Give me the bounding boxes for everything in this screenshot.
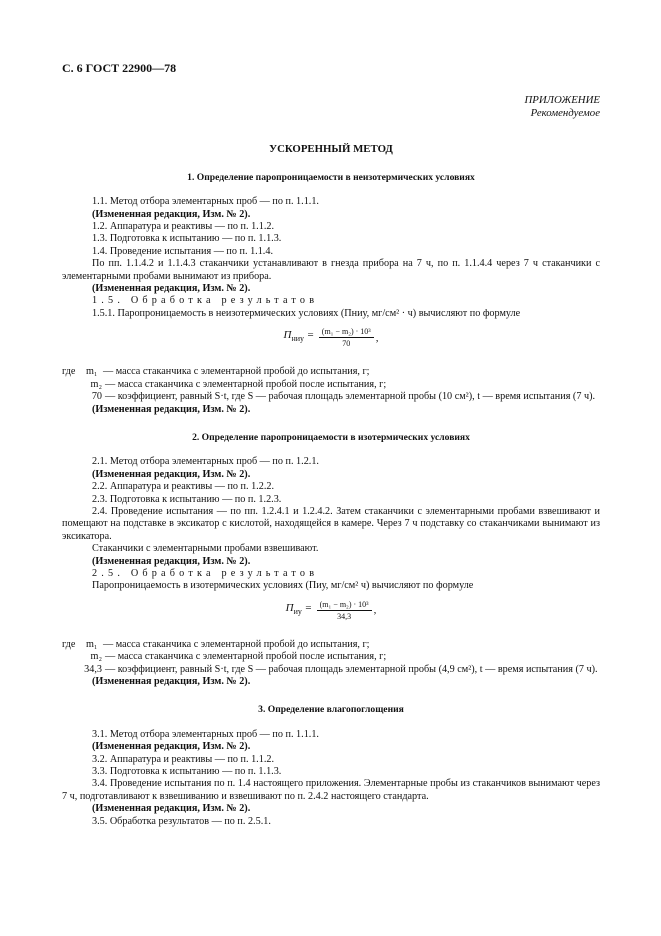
para-1-5-1: 1.5.1. Паропроницаемость в неизотермических условиях (Пниу, мг/см² · ч) вычисляют по формуле — [92, 307, 521, 319]
definitions-1 — [62, 366, 600, 403]
para-2-5-formula-intro: Паропроницаемость в изотермических условиях (Пиу, мг/см² ч) вычисляют по формуле — [92, 580, 474, 592]
formula-lhs: $П_{иу}$ = — [285, 601, 313, 617]
change-note: (Измененная редакция, Изм. № 2). — [92, 283, 251, 295]
main-title: УСКОРЕННЫЙ МЕТОД — [269, 143, 393, 156]
section-3-title: 3. Определение влагопоглощения — [258, 704, 404, 716]
para-3-1: 3.1. Метод отбора элементарных проб — по п. 1.1.1. — [92, 728, 319, 740]
def-symbol: 70 — [91, 391, 102, 403]
formula-fraction — [319, 326, 374, 349]
def-text: — масса стаканчика с элементарной пробой до испытания, г; — [103, 366, 370, 378]
page-header: С. 6 ГОСТ 22900—78 — [62, 61, 177, 75]
para-2-1: 2.1. Метод отбора элементарных проб — по п. 1.2.1. — [92, 456, 319, 468]
where-label: где — [62, 638, 76, 650]
para-2-3: 2.3. Подготовка к испытанию — по п. 1.2.3. — [92, 493, 282, 505]
change-note: (Измененная редакция, Изм. № 2). — [92, 468, 251, 480]
def-symbol: m₂ — [90, 651, 102, 663]
para-1-2: 1.2. Аппаратура и реактивы — по п. 1.1.2. — [92, 221, 275, 233]
para-1-3: 1.3. Подготовка к испытанию — по п. 1.1.3. — [92, 233, 282, 245]
def-text: — коэффициент, равный S·t, где S — рабочая площадь элементарной пробы (4,9 см²), t — время испытания (7 ч). — [105, 663, 598, 675]
formula-numerator: (m₁ − m₂) · 10³ — [317, 599, 372, 611]
def-symbol: 34,3 — [84, 663, 102, 675]
para-1-5: 1.5. Обработка результатов — [92, 295, 319, 307]
def-text: — масса стаканчика с элементарной пробой после испытания, г; — [105, 378, 387, 390]
formula-denominator: 70 — [342, 339, 351, 349]
where-label: где — [62, 366, 76, 378]
para-1-1: 1.1. Метод отбора элементарных проб — по п. 1.1.1. — [92, 196, 319, 208]
para-1-4: 1.4. Проведение испытания — по п. 1.1.4. — [92, 245, 273, 257]
para-3-4: 3.4. Проведение испытания по п. 1.4 настоящего приложения. Элементарные пробы из стаканчиков вынимают через 7 ч, подготавливают к взвешиванию и взвешивают по п. 2.4.2 настоящего стандарта. — [62, 778, 600, 802]
section-2-title: 2. Определение паропроницаемости в изотермических условиях — [192, 431, 470, 443]
appendix-subtitle: Рекомендуемое — [530, 106, 600, 119]
para-2-5: 2.5. Обработка результатов — [92, 567, 319, 579]
definitions-2 — [62, 639, 600, 676]
def-text: — масса стаканчика с элементарной пробой до испытания, г; — [103, 638, 370, 650]
def-symbol: m₁ — [86, 638, 98, 650]
def-symbol: m₁ — [86, 366, 98, 378]
para-3-2: 3.2. Аппаратура и реактивы — по п. 1.1.2. — [92, 753, 275, 765]
change-note: (Измененная редакция, Изм. № 2). — [92, 555, 251, 567]
def-text: — масса стаканчика с элементарной пробой после испытания, г; — [105, 651, 387, 663]
change-note: (Измененная редакция, Изм. № 2). — [92, 676, 251, 687]
formula-niu: $П_{ниу}$ = $\frac{\text{(m₁ − m₂) · 10³}}{70}$ , — [283, 327, 379, 349]
para-2-4: 2.4. Проведение испытания — по пп. 1.2.4.1 и 1.2.4.2. Затем стаканчики с элементарными пробами взвешивают и помещают на подставке в эксикатор с кислотой, находящейся в камере. Через 7 ч подставку со стаканчиками вынимают из эксикатора. — [62, 505, 600, 542]
formula-numerator: (m₁ − m₂) · 10³ — [319, 326, 374, 338]
formula-lhs: $П_{ниу}$ = — [283, 329, 315, 344]
def-text: — коэффициент, равный S·t, где S — рабочая площадь элементарной пробы (10 см²), t — время испытания (7 ч). — [105, 391, 596, 403]
formula-fraction — [317, 599, 372, 622]
def-symbol: m₂ — [90, 378, 102, 390]
change-note: (Измененная редакция, Изм. № 2). — [92, 803, 251, 815]
change-note: (Измененная редакция, Изм. № 2). — [92, 403, 251, 415]
para-1-4-detail: По пп. 1.1.4.2 и 1.1.4.3 стаканчики устанавливают в гнезда прибора на 7 ч, по п. 1.1.4.4 через 7 ч стаканчики с элементарными пробами вынимают из прибора. — [62, 258, 600, 282]
para-2-4-weigh: Стаканчики с элементарными пробами взвешивают. — [92, 543, 319, 555]
para-3-5: 3.5. Обработка результатов — по п. 2.5.1. — [92, 815, 271, 827]
para-2-2: 2.2. Аппаратура и реактивы — по п. 1.2.2. — [92, 481, 275, 493]
section-1-title: 1. Определение паропроницаемости в неизотермических условиях — [187, 171, 475, 183]
para-3-3: 3.3. Подготовка к испытанию — по п. 1.1.3. — [92, 766, 282, 778]
appendix-label — [62, 94, 600, 119]
formula-iu: $П_{иу}$ = $\frac{\text{(m₁ − m₂) · 10³}}{34,3}$ , — [285, 599, 377, 621]
appendix-title: ПРИЛОЖЕНИЕ — [524, 94, 600, 107]
change-note: (Измененная редакция, Изм. № 2). — [92, 741, 251, 753]
change-note: (Измененная редакция, Изм. № 2). — [92, 208, 251, 220]
formula-denominator: 34,3 — [337, 611, 352, 621]
document-page — [62, 62, 600, 828]
